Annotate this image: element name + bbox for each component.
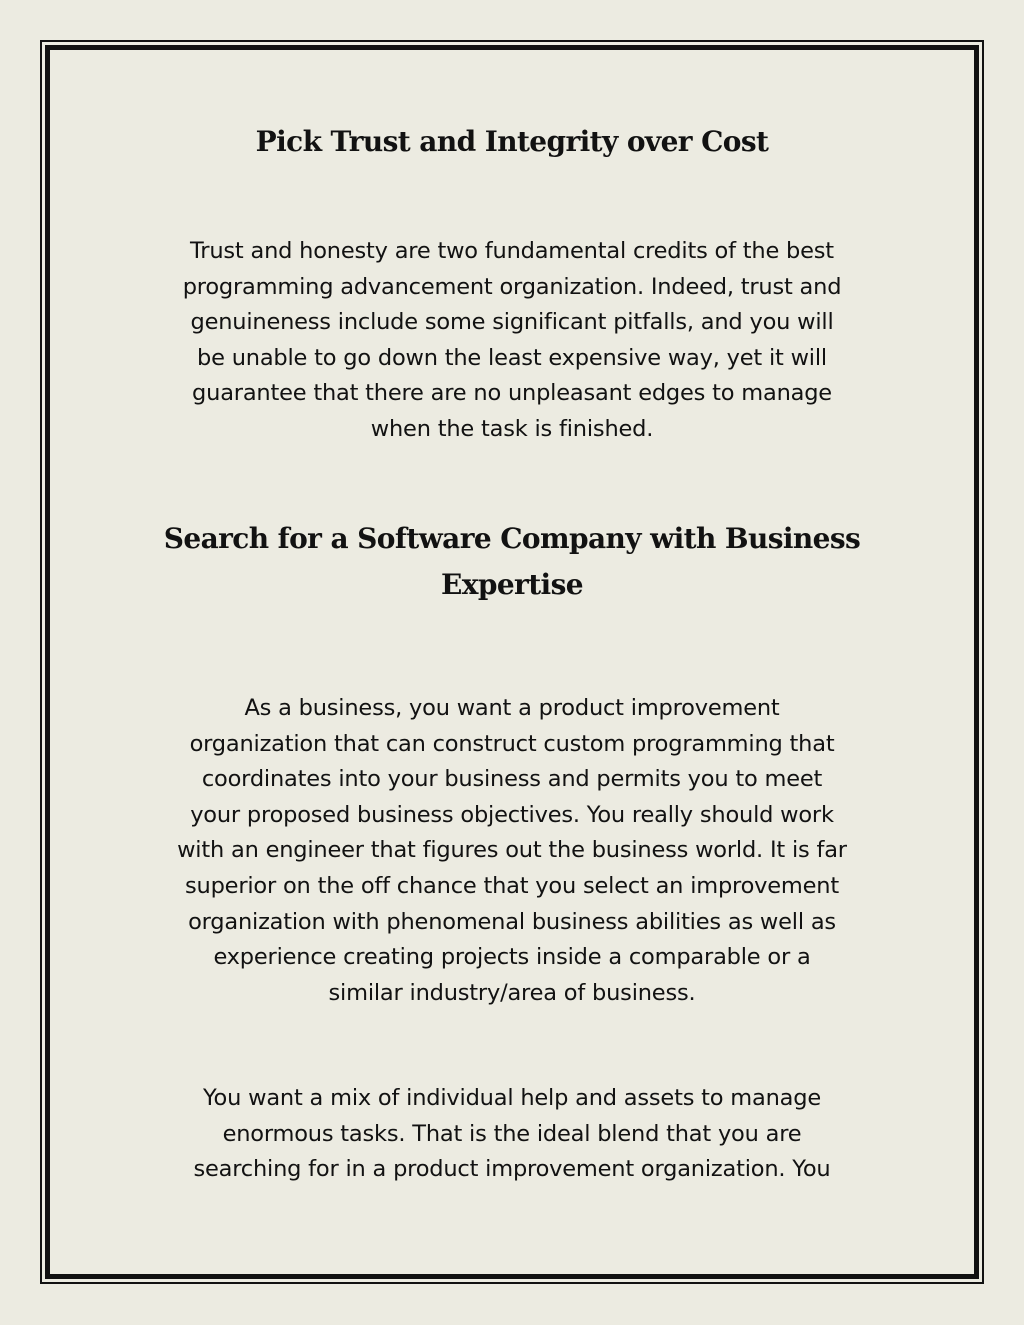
paragraph-line: experience creating projects inside a comparable or a — [213, 944, 811, 971]
section-heading-trust: Pick Trust and Integrity over Cost — [255, 125, 769, 158]
paragraph-line: enormous tasks. That is the ideal blend that you are — [222, 1120, 802, 1147]
paragraph-line: with an engineer that figures out the business world. It is far — [177, 837, 847, 864]
paragraph-individual-help — [100, 1081, 924, 1188]
section-heading-expertise — [100, 516, 924, 608]
paragraph-line: similar industry/area of business. — [328, 979, 696, 1006]
paragraph-line: As a business, you want a product improvement — [244, 695, 780, 721]
paragraph-line: You want a mix of individual help and assets to manage — [203, 1085, 821, 1111]
paragraph-line: superior on the off chance that you select an improvement — [185, 872, 839, 899]
paragraph-line: coordinates into your business and permits you to meet — [201, 766, 823, 793]
paragraph-line: programming advancement organization. Indeed, trust and — [182, 273, 842, 300]
paragraph-line: be unable to go down the least expensive way, yet it will — [197, 344, 827, 371]
paragraph-business-expertise — [100, 691, 924, 1011]
paragraph-line: genuineness include some significant pitfalls, and you will — [190, 309, 834, 336]
paragraph-line: your proposed business objectives. You really should work — [190, 801, 834, 828]
paragraph-line: Trust and honesty are two fundamental credits of the best — [190, 238, 834, 264]
paragraph-line: searching for in a product improvement organization. You — [193, 1156, 831, 1183]
paragraph-line: when the task is finished. — [370, 415, 654, 442]
paragraph-line: guarantee that there are no unpleasant edges to manage — [192, 380, 832, 407]
heading-line: Expertise — [441, 568, 583, 601]
paragraph-line: organization with phenomenal business abilities as well as — [188, 908, 836, 935]
heading-line: Search for a Software Company with Business — [163, 522, 861, 555]
paragraph-trust — [100, 234, 924, 448]
paragraph-line: organization that can construct custom programming that — [189, 730, 835, 757]
